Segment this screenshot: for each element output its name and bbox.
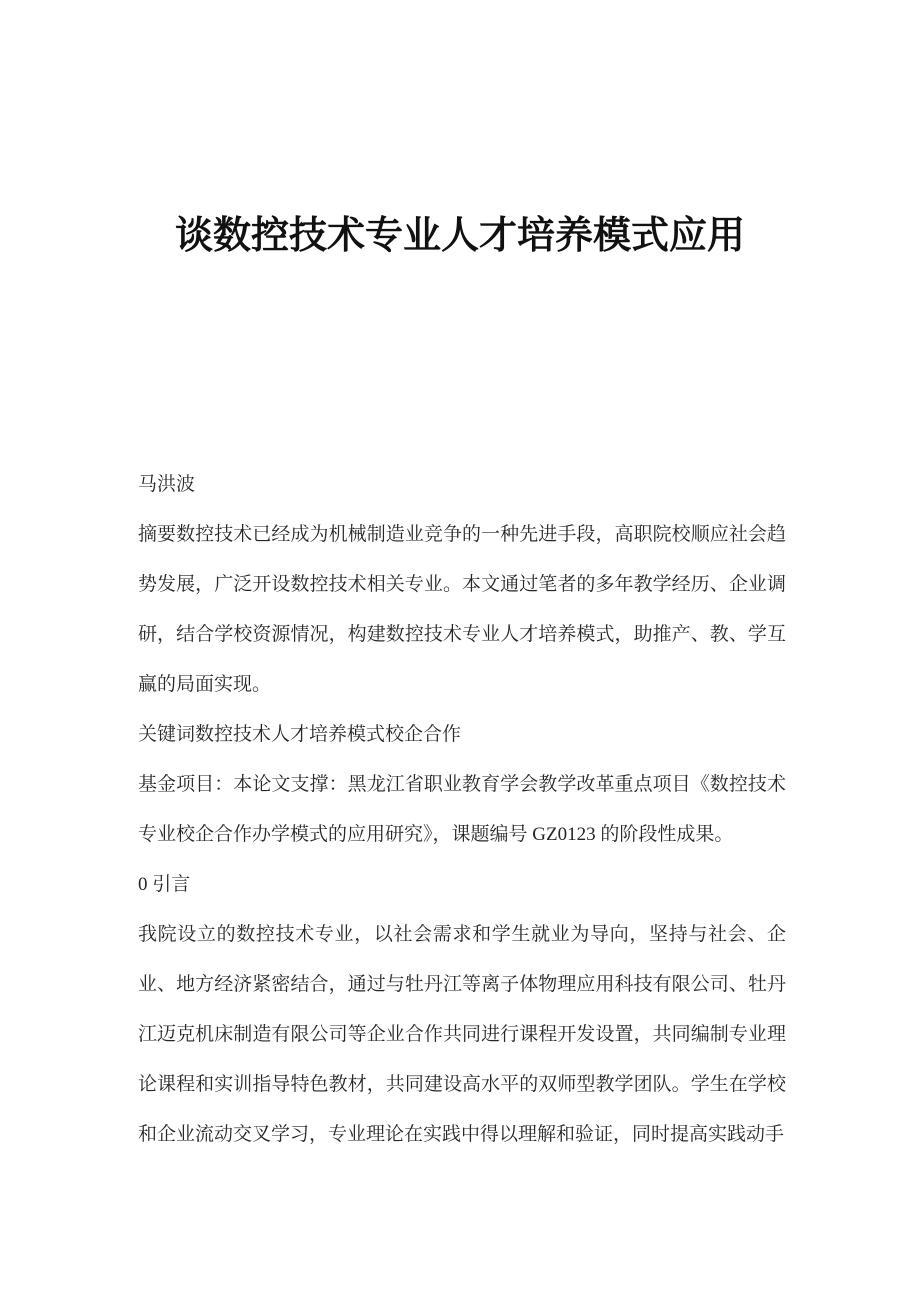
- document-body: [138, 460, 786, 1160]
- abstract-paragraph: 摘要数控技术已经成为机械制造业竞争的一种先进手段，高职院校顺应社会趋势发展，广泛开设数控技术相关专业。本文通过笔者的多年教学经历、企业调研，结合学校资源情况，构建数控技术专业人才培养模式，助推产、教、学互赢的局面实现。: [138, 524, 786, 695]
- fund-project-paragraph: 基金项目：本论文支撑：黑龙江省职业教育学会教学改革重点项目《数控技术专业校企合作办学模式的应用研究》，课题编号 GZ0123 的阶段性成果。: [138, 774, 786, 845]
- document-title: 谈数控技术专业人才培养模式应用: [174, 215, 745, 257]
- keywords-line: 关键词数控技术人才培养模式校企合作: [138, 724, 462, 745]
- author-line: 马洪波: [138, 474, 196, 495]
- section-heading: 0 引言: [138, 874, 191, 895]
- section-paragraph: 我院设立的数控技术专业，以社会需求和学生就业为导向，坚持与社会、企业、地方经济紧密结合，通过与牡丹江等离子体物理应用科技有限公司、牡丹江迈克机床制造有限公司等企业合作共同进行课程开发设置，共同编制专业理论课程和实训指导特色教材，共同建设高水平的双师型教学团队。学生在学校和企业流动交叉学习，专业理论在实践中得以理解和验证，同时提高实践动手: [138, 924, 786, 1145]
